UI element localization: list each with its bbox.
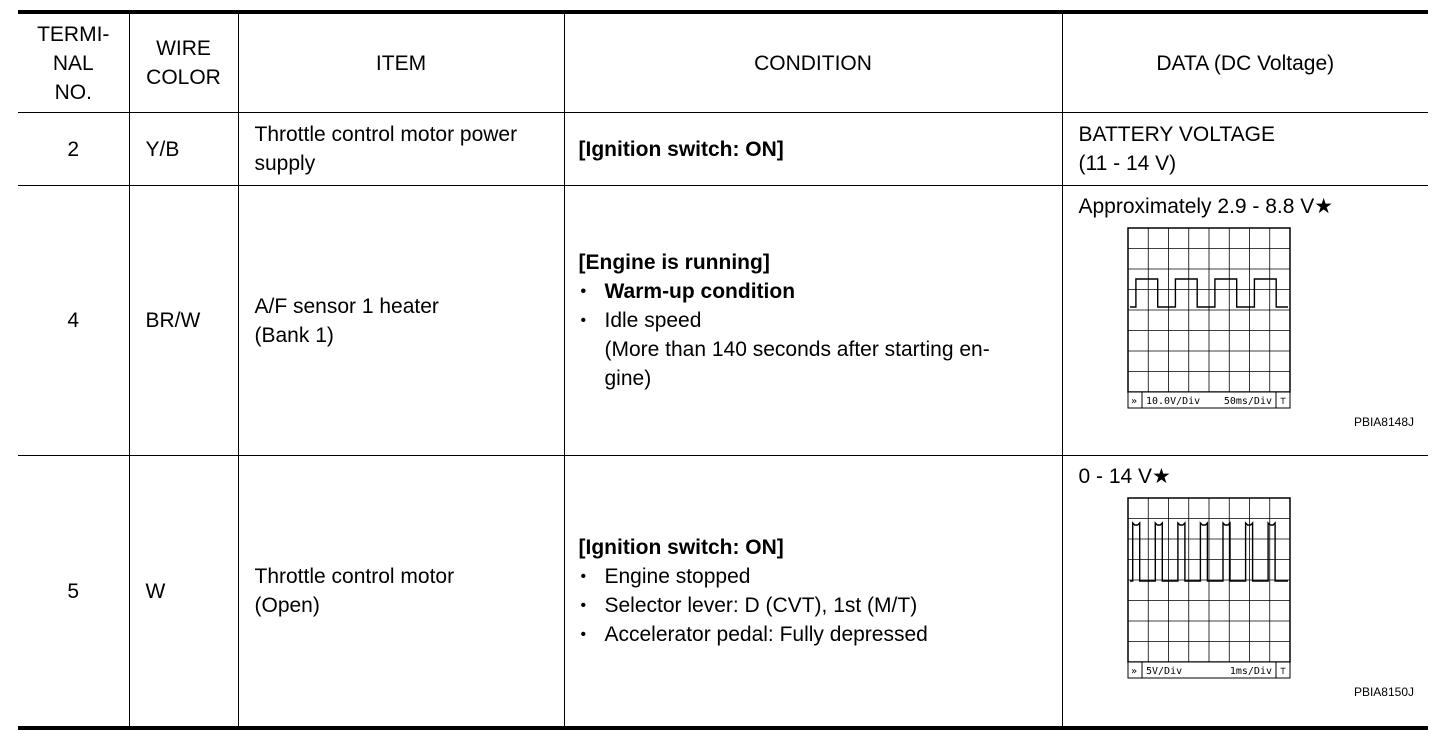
- scope-mode-icon: »: [1130, 666, 1137, 677]
- oscilloscope-waveform-motor: [1127, 497, 1291, 679]
- scope-time-div: 50ms/Div: [1223, 396, 1272, 407]
- header-terminal-no: TERMI- NAL NO.: [18, 12, 129, 113]
- header-data: DATA (DC Voltage): [1062, 12, 1428, 113]
- condition-heading: [Engine is running]: [578, 251, 770, 274]
- table-row: [18, 456, 1428, 729]
- condition-cell: [564, 186, 1062, 456]
- item-cell: Throttle control motor (Open): [238, 456, 564, 729]
- condition-cell: [564, 113, 1062, 186]
- table-row: [18, 113, 1428, 186]
- wire-color: W: [129, 456, 238, 729]
- list-item: • Engine stopped: [579, 562, 1062, 591]
- scope-grid: [1128, 228, 1290, 392]
- oscilloscope-waveform-heater: [1127, 227, 1291, 409]
- voltage-range: Approximately 2.9 - 8.8 V★: [1078, 195, 1334, 218]
- list-item: • Selector lever: D (CVT), 1st (M/T): [579, 591, 1062, 620]
- terminal-number: 4: [18, 186, 129, 456]
- figure-code: PBIA8150J: [1353, 685, 1414, 699]
- list-item: • Accelerator pedal: Fully depressed: [579, 620, 1062, 649]
- data-cell: [1062, 456, 1428, 729]
- header-item: ITEM: [238, 12, 564, 113]
- scope-volts-div: 10.0V/Div: [1145, 396, 1200, 407]
- condition-heading: [Ignition switch: ON]: [578, 536, 784, 559]
- condition-list: [579, 277, 1062, 393]
- data-cell: [1062, 186, 1428, 456]
- terminal-number: 2: [18, 113, 129, 186]
- item-cell: A/F sensor 1 heater (Bank 1): [238, 186, 564, 456]
- list-item: • Idle speed (More than 140 seconds after starting en- gine): [579, 306, 1062, 393]
- star-icon: ★: [1314, 195, 1334, 218]
- condition-heading: [Ignition switch: ON]: [578, 137, 784, 161]
- wire-color: BR/W: [129, 186, 238, 456]
- header-condition: CONDITION: [564, 12, 1062, 113]
- terminal-data-table: [18, 10, 1428, 730]
- table-row: [18, 186, 1428, 456]
- scope-volts-div: 5V/Div: [1145, 666, 1182, 677]
- item-cell: Throttle control motor power supply: [238, 113, 564, 186]
- figure-code: PBIA8148J: [1353, 415, 1414, 429]
- scope-grid: [1128, 498, 1290, 662]
- scope-time-div: 1ms/Div: [1229, 666, 1272, 677]
- scope-mode-icon: »: [1130, 396, 1137, 407]
- header-row: [18, 12, 1428, 113]
- data-cell: BATTERY VOLTAGE (11 - 14 V): [1062, 113, 1428, 186]
- list-item: • Warm-up condition: [579, 277, 1062, 306]
- condition-cell: [564, 456, 1062, 729]
- scope-trigger-icon: ⊤: [1279, 396, 1286, 407]
- condition-list: [579, 562, 1062, 649]
- voltage-range: 0 - 14 V★: [1078, 465, 1171, 488]
- scope-trigger-icon: ⊤: [1279, 666, 1286, 677]
- header-wire-color: WIRE COLOR: [129, 12, 238, 113]
- terminal-number: 5: [18, 456, 129, 729]
- star-icon: ★: [1152, 465, 1171, 488]
- wire-color: Y/B: [129, 113, 238, 186]
